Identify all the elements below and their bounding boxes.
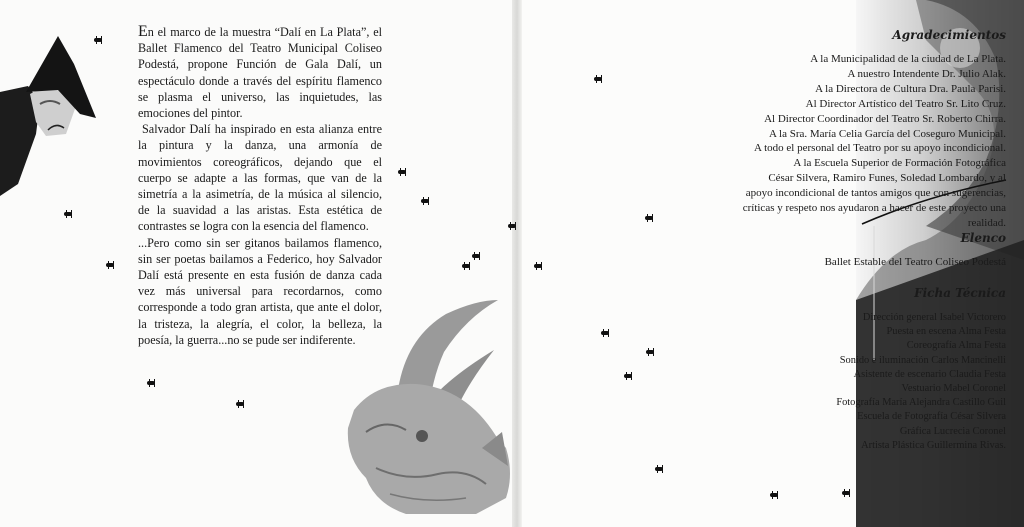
ant-icon — [601, 330, 609, 336]
ficha-credits-list — [836, 311, 1006, 453]
intro-paragraph-3: ...Pero como sin ser gitanos bailamos flamenco, sin ser poetas bailamos a Federico, hoy Salvador Dalí está presente en esta fusión de danza cada vez más universal para recordarnos, como corresponde a todo gran artista, que ante el dolor, la tristeza, la alegría, el color, la belleza, la poesía, la guerra...no se pude ser indiferente. — [138, 235, 382, 347]
ant-icon — [64, 211, 72, 217]
ant-icon — [594, 76, 602, 82]
ant-icon — [842, 490, 850, 496]
credit-line: Sonido e iluminación Carlos Mancinelli — [839, 354, 1006, 366]
ant-icon — [770, 492, 778, 498]
ant-icon — [236, 401, 244, 407]
credit-line: Asistente de escenario Claudia Festa — [853, 368, 1006, 380]
ant-icon — [462, 263, 470, 269]
intro-paragraph-2: Salvador Dalí ha inspirado en esta alianza entre la pintura y la danza, una armonía de movimientos coreográficos, dejando que el cuerpo se adapte a las formas, que van de la simetría a la asimetría, de la música al silencio, de la suavidad a las aristas. Esta estética de contrastes se logra con la esencia del flamenco. — [138, 122, 382, 234]
elenco-text: Ballet Estable del Teatro Coliseo Podestá — [824, 256, 1006, 268]
thanks-line: A la Escuela Superior de Formación Fotográfica — [793, 157, 1006, 170]
intro-text — [138, 24, 382, 348]
thanks-line: A la Directora de Cultura Dra. Paula Parisi. — [815, 82, 1006, 95]
thanks-line: Al Director Artístico del Teatro Sr. Lito Cruz. — [805, 97, 1006, 110]
credit-line: Vestuario Mabel Coronel — [901, 383, 1006, 395]
thanks-line: críticas y respeto nos ayudaron a hacer de este proyecto una — [742, 202, 1006, 215]
ant-icon — [655, 466, 663, 472]
thanks-line: A nuestro Intendente Dr. Julio Alak. — [847, 67, 1006, 80]
thanks-line: Al Director Coordinador del Teatro Sr. Roberto Chirra. — [764, 112, 1006, 125]
credit-line: Coreografía Alma Festa — [906, 340, 1006, 352]
intro-dropcap: E — [138, 23, 148, 40]
thanks-line: A la Municipalidad de la ciudad de La Plata. — [810, 53, 1006, 65]
thanks-list — [696, 52, 1006, 231]
ant-icon — [508, 223, 516, 229]
thanks-heading: Agradecimientos — [892, 28, 1006, 42]
thanks-line: apoyo incondicional de tantos amigos que con sugerencias, — [745, 187, 1006, 200]
ant-icon — [534, 263, 542, 269]
credit-line: Dirección general Isabel Victorero — [862, 312, 1006, 323]
dali-figure-illustration — [0, 34, 100, 196]
ant-icon — [94, 37, 102, 43]
credit-line: Gráfica Lucrecia Coronel — [899, 425, 1006, 437]
credit-line: Puesta en escena Alma Festa — [886, 326, 1006, 338]
credit-line: Fotografía María Alejandra Castillo Guil — [836, 397, 1006, 409]
thanks-line: A todo el personal del Teatro por su apoyo incondicional. — [754, 142, 1006, 155]
ant-icon — [472, 253, 480, 259]
ficha-heading: Ficha Técnica — [914, 286, 1006, 300]
ant-icon — [147, 380, 155, 386]
ant-icon — [106, 262, 114, 268]
ant-icon — [398, 169, 406, 175]
elenco-heading: Elenco — [960, 231, 1006, 245]
ant-icon — [624, 373, 632, 379]
ant-icon — [646, 349, 654, 355]
credit-line: Escuela de Fotografía César Silvera — [857, 411, 1006, 423]
thanks-line: A la Sra. María Celia García del Coseguro Municipal. — [768, 127, 1006, 140]
intro-paragraph-1: n el marco de la muestra “Dalí en La Plata”, el Ballet Flamenco del Teatro Municipal Coliseo Podestá, propone Función de Gala Dalí, un espectáculo donde a través del espíritu flamenco se plasma el universo, las inquietudes, las emociones del pintor. — [138, 25, 382, 121]
ant-icon — [645, 215, 653, 221]
thanks-line: realidad. — [967, 216, 1006, 229]
ant-icon — [421, 198, 429, 204]
thanks-line: César Silvera, Ramiro Funes, Soledad Lombardo, y al — [768, 172, 1006, 185]
credit-line: Artista Plástica Guillermina Rivas. — [861, 439, 1006, 451]
